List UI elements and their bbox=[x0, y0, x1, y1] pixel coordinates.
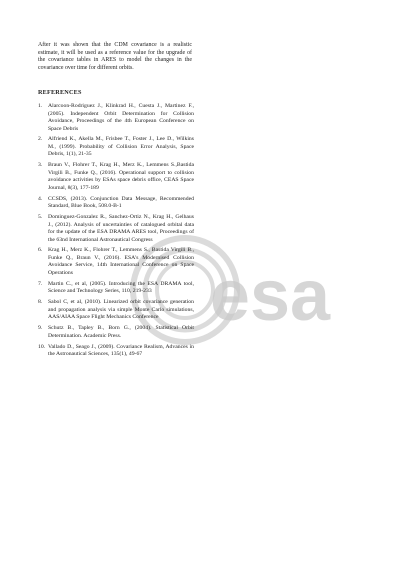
reference-text: Braun V., Flohrer T., Krag H., Merz K., Lemmens S.,Bastida Virgili B., Funke Q., (2016). Operational support to collision avoidance activities by ESAs space debris office, CEAS Space Journal, 8(3), 177-189 bbox=[48, 162, 194, 191]
reference-text: Vallado D., Seago J., (2009). Covariance Realism, Advances in the Astronautical Sciences, 135(1), 49-67 bbox=[48, 343, 194, 358]
references-heading: REFERENCES bbox=[38, 89, 82, 96]
reference-item bbox=[38, 136, 194, 159]
reference-number: 2. bbox=[38, 136, 43, 143]
reference-number: 6. bbox=[38, 247, 43, 254]
reference-item bbox=[38, 214, 194, 244]
reference-number: 7. bbox=[38, 280, 43, 287]
reference-text: Alfriend K., Akella M., Frisbee T., Foster J., Lee D., Wilkins M., (1999). Probability of Collision Error Analysis, Space Debris, 1(1), 21-35 bbox=[48, 136, 194, 158]
logo-text: esa bbox=[209, 256, 331, 336]
reference-text: Sabol C, et al, (2010). Linearized orbit covariance generation and propagation analysis via simple Monte Carlo simulations, AAS/AIAA Space Flight Mechanics Conference bbox=[48, 299, 194, 321]
reference-number: 8. bbox=[38, 299, 43, 306]
reference-text: Martin C., et al, (2005). Introducing the ESA DRAMA tool, Science and Technology Series, 110, 219-233 bbox=[48, 280, 194, 295]
reference-item bbox=[38, 281, 194, 296]
reference-item bbox=[38, 325, 194, 340]
reference-text: Krag H., Merz K., Flohrer T., Lemmens S., Bastida Virgili B., Funke Q., Braun V., (2016). ESA's Modernised Collision Avoidance Service, 14th International Conference on Space Operations bbox=[48, 247, 194, 276]
reference-item bbox=[38, 247, 194, 277]
reference-text: CCSDS, (2013). Conjunction Data Message, Recommended Standard, Blue Book, 508.0-B-1 bbox=[48, 195, 194, 210]
reference-number: 4. bbox=[38, 195, 43, 202]
intro-paragraph: After it was shown that the CDM covariance is a realistic estimate, it will be used as a reference value for the upgrade of the covariance tables in ARES to model the changes in the covariance over time for different orbits. bbox=[38, 42, 192, 72]
reference-number: 9. bbox=[38, 325, 43, 332]
reference-text: Alarcoon-Rodriguez J., Klinkrad H., Cuesta J., Martinez F., (2005). Independent Orbit Determination for Collision Avoidance, Proceedings of the 4th European Conference on Space Debris bbox=[48, 103, 194, 132]
reference-text: Dominguez-Gonzalez R., Sanchez-Ortiz N., Krag H., Gelhaus J., (2012). Analysis of uncertainties of catalogued orbital data for the update of the ESA DRAMA ARES tool, Proceedings of the 63nd International Astronautical Congress bbox=[48, 214, 194, 243]
reference-number: 1. bbox=[38, 103, 43, 109]
reference-item bbox=[38, 162, 194, 192]
reference-item bbox=[38, 103, 194, 133]
reference-item bbox=[38, 196, 194, 211]
reference-number: 10. bbox=[38, 343, 46, 350]
reference-number: 3. bbox=[38, 162, 43, 169]
reference-item bbox=[38, 344, 194, 359]
reference-number: 5. bbox=[38, 214, 43, 221]
reference-text: Schutz B., Tapley B., Born G., (2004). Statistical Orbit Determination. Academic Press. bbox=[48, 325, 194, 339]
reference-list bbox=[38, 103, 194, 362]
reference-item bbox=[38, 299, 194, 322]
